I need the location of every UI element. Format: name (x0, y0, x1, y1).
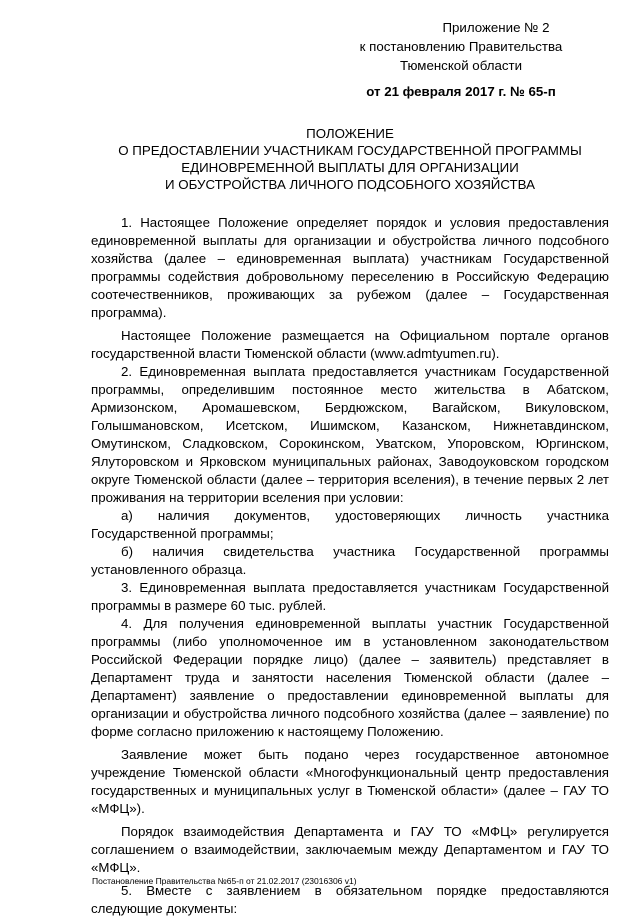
title-line-4: И ОБУСТРОЙСТВА ЛИЧНОГО ПОДСОБНОГО ХОЗЯЙСТВА (165, 177, 535, 192)
title-line-3: ЕДИНОВРЕМЕННОЙ ВЫПЛАТЫ ДЛЯ ОРГАНИЗАЦИИ (181, 160, 519, 175)
annex-line-1: к постановлению Правительства (359, 39, 563, 54)
paragraph-interaction: Порядок взаимодействия Департамента и ГАУ ТО «МФЦ» регулируется соглашением о взаимодействии, заключаемым между Департаментом и ГАУ ТО «МФЦ». (91, 824, 609, 875)
paragraph-2: 2. Единовременная выплата предоставляется участникам Государственной программы, определившим постоянное место жительства в Абатском, Армизонском, Аромашевском, Бердюжском, Вагайском, Викуловском, Голышмановском, Исетском, Ишимском, Казанском, Нижнетавдинском, Омутинском, Сладковском, Сорокинском, Уватском, Упоровском, Юргинском, Ялуторовском и Ярковском муниципальных районах, Заводоуковском городском округе Тюменской области (далее – территория вселения), в течение первых 2 лет проживания на территории вселения при условии: (91, 364, 609, 505)
annex-number: Приложение № 2 (442, 20, 550, 35)
paragraph-5: 5. Вместе с заявлением в обязательном порядке предоставляются следующие документы: (91, 883, 609, 916)
paragraph-2a: а) наличия документов, удостоверяющих личность участника Государственной программы; (91, 508, 609, 541)
paragraph-mfc: Заявление может быть подано через государственное автономное учреждение Тюменской области «Многофункциональный центр предоставления государственных и муниципальных услуг в Тюменской области» (далее – ГАУ ТО «МФЦ»). (91, 747, 609, 816)
document-title (60, 125, 640, 193)
annex-header (330, 18, 592, 101)
paragraph-portal: Настоящее Положение размещается на Официальном портале органов государственной власти Тюменской области (www.admtyumen.ru). (91, 328, 609, 361)
annex-line-2: Тюменской области (399, 58, 523, 73)
title-line-1: ПОЛОЖЕНИЕ (306, 126, 394, 141)
document-body (91, 214, 609, 918)
paragraph-4: 4. Для получения единовременной выплаты участник Государственной программы (либо уполномоченное им в установленном законодательством Российской Федерации порядке лицо) (далее – заявитель) представляет в Департамент труда и занятости населения Тюменской области (далее – Департамент) заявление о предоставлении единовременной выплаты для организации и обустройства личного подсобного хозяйства (далее – заявление) по форме согласно приложению к настоящему Положению. (91, 616, 609, 739)
annex-date: от 21 февраля 2017 г. № 65-п (366, 84, 556, 99)
paragraph-2b: б) наличия свидетельства участника Государственной программы установленного образца. (91, 544, 609, 577)
page-footer: Постановление Правительства №65-п от 21.02.2017 (23016306 v1) (92, 876, 357, 886)
paragraph-3: 3. Единовременная выплата предоставляется участникам Государственной программы в размере 60 тыс. рублей. (91, 580, 609, 613)
paragraph-1: 1. Настоящее Положение определяет порядок и условия предоставления единовременной выплаты для организации и обустройства личного подсобного хозяйства (далее – единовременная выплата) участникам Государственной программы содействия добровольному переселению в Российскую Федерацию соотечественников, проживающих за рубежом (далее – Государственная программа). (91, 215, 609, 320)
title-line-2: О ПРЕДОСТАВЛЕНИИ УЧАСТНИКАМ ГОСУДАРСТВЕННОЙ ПРОГРАММЫ (118, 143, 582, 158)
